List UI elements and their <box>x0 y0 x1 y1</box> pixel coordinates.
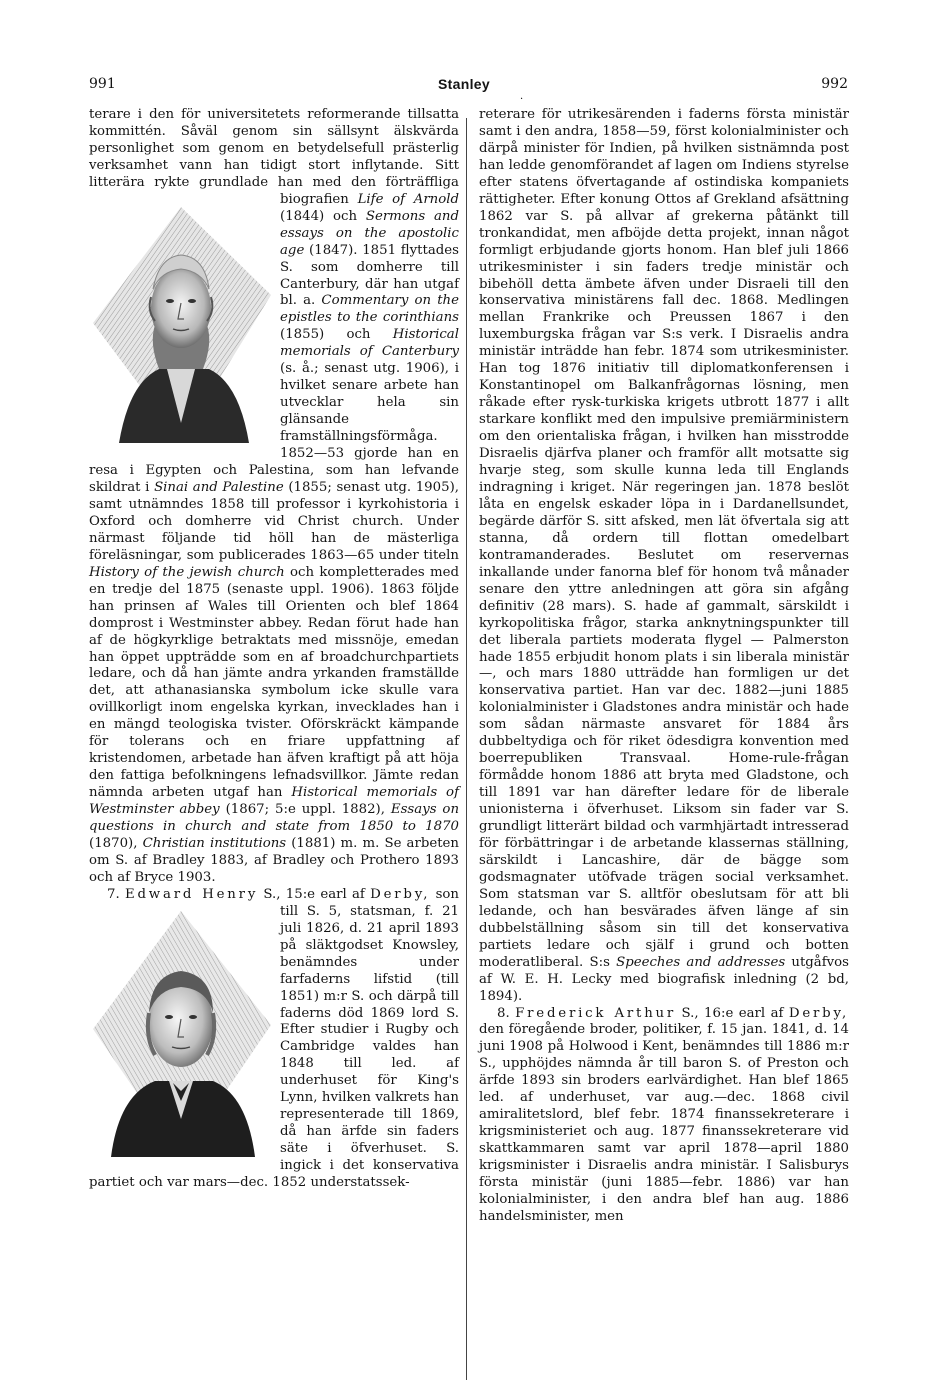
left-column <box>89 107 459 1192</box>
entry-number: 7. <box>107 886 120 902</box>
text-run: S., 16:e earl af <box>681 1005 784 1021</box>
article-edward-henry-stanley-continued <box>479 107 849 1006</box>
italic-title: Sermons and essays on the apostolic age <box>280 208 459 258</box>
text-run: (s. å.; senast utg. 1906), i hvilket senare arbete han utvecklar hela sin glänsande framställningsförmåga. 1852—53 gjorde han en resa i Egypten och Palestina, som han lefvande skildrat i <box>89 361 459 495</box>
italic-title: Sinai and Palestine <box>154 479 284 495</box>
page-number-left: 991 <box>89 76 116 92</box>
text-run: (1867; 5:e uppl. 1882), <box>225 802 385 818</box>
entry-title-derby: Derby, <box>370 886 431 902</box>
right-column <box>479 107 849 1226</box>
article-arthur-stanley <box>89 107 459 887</box>
italic-title: Speeches and addresses <box>616 954 786 970</box>
italic-title: Commentary on the epistles to the corinthians <box>280 293 459 326</box>
article-edward-henry-stanley <box>89 887 459 1192</box>
running-title: Stanley <box>438 76 490 92</box>
entry-number: 8. <box>497 1005 510 1021</box>
italic-title: History of the jewish church <box>89 564 285 580</box>
text-run: (1855; senast utg. 1905), samt utnämndes 1858 till professor i kyrkohistoria i Oxford och domherre vid Christ church. Under närmast följande tid höll han de mästerliga föreläsningar, som publicerades 1863—65 under titeln <box>89 479 459 563</box>
text-run: S., 15:e earl af <box>263 886 365 902</box>
italic-title: Christian institutions <box>142 835 287 851</box>
italic-title: Life of Arnold <box>357 191 460 207</box>
entry-name: Edward Henry <box>124 886 259 902</box>
text-run: (1881) m. m. Se arbeten om S. af Bradley 1883, af Bradley och Prothero 1893 och af Bryce 1903. <box>89 835 459 885</box>
text-run: den föregående broder, politiker, f. 15 jan. 1841, d. 14 juni 1908 på Holwood i Kent, benämndes till 1886 m:r S., upphöjdes nämnda år till baron S. of Preston och ärfde 1893 sin broders earlvärdighet. Han blef 1865 led. af underhuset, var aug.—dec. 1868 civil amiralitetslord, blef febr. 1874 finanssekreterare i krigsministeriet och aug. 1877 finanssekreterare vid skattkammaren samt var april 1878—april 1880 krigsminister i Disraelis andra ministär. I Salisburys första ministär (juni 1885—febr. 1886) var han kolonialminister, i den andra blef han aug. 1886 handelsminister, men <box>479 1022 849 1224</box>
text-run: son till S. 5, statsman, f. 21 juli 1826, d. 21 april 1893 på släktgodset Knowsley, benämndes under farfaderns lifstid (till 1851) m:r S. och därpå till faderns död 1869 lord S. Efter studier i Rugby och Cambridge valdes han 1848 till led. af underhuset för King's Lynn, hvilken valkrets han representerade till 1869, då han ärfde sin faders säte i öfverhuset. S. ingick i det konservativa partiet och var mars—dec. 1852 understatssek- <box>89 886 459 1191</box>
portrait-arthur-stanley <box>89 193 272 451</box>
text-run: (1870), <box>89 835 138 851</box>
page-number-right: 992 <box>821 76 848 92</box>
text-run: (1847). 1851 flyttades S. som domherre till Canterbury, där han utgaf bl. a. <box>280 242 459 309</box>
portrait-engraving-1 <box>89 193 272 451</box>
column-divider <box>466 118 467 1380</box>
italic-title: Historical memorials of Westminster abbey <box>89 785 459 818</box>
italic-title: Essays on questions in church and state from 1850 to 1870 <box>89 802 460 835</box>
portrait-edward-henry-stanley <box>89 905 272 1165</box>
entry-title-derby: Derby, <box>788 1005 850 1021</box>
print-speck: · <box>520 94 524 105</box>
text-run: (1855) och <box>280 327 371 343</box>
portrait-engraving-2 <box>89 905 272 1165</box>
text-run: utgåfvos af W. E. H. Lecky med biografisk inledning (2 bd, 1894). <box>479 954 849 1004</box>
text-run: terare i den för universitetets reformerande tillsatta kommittén. Såväl genom sin sällsynt älskvärda personlighet som genom en betydelsefull prästerlig verksamhet vann han tidigt stort inflytande. Sitt litterära rykte grundlade han med den förträffliga biografien <box>89 107 459 207</box>
entry-name: Frederick Arthur <box>515 1005 677 1021</box>
text-run: (1844) och <box>280 208 358 224</box>
article-frederick-arthur-stanley <box>479 1006 849 1226</box>
text-run: reterare för utrikesärenden i faderns första ministär samt i den andra, 1858—59, först kolonialminister och därpå minister för Indien, på hvilken sistnämnda post han ledde genomförandet af lagen om Indiens styrelse efter statens öfvertagande af ostindiska kompaniets rättigheter. Efter konung Ottos af Grekland afsättning 1862 var S. på allvar af grekerna påtänkt till tronkandidat, men afböjde detta projekt, innan något formligt erbjudande gjorts honom. Han blef juli 1866 utrikesminister i sin faders tredje ministär och bibehöll detta ämbete äfven under Disraeli till den konservativa ministärens fall dec. 1868. Medlingen mellan Frankrike och Preussen 1867 i den luxemburgska frågan var S:s verk. I Disraelis andra ministär inträdde han febr. 1874 som utrikesminister. Han tog 1876 initiativ till diplomatkonferensen i Konstantinopel om Balkanfrågornas lösning, men råkade efter rysk-turkiska krigets utbrott 1877 i allt starkare konflikt med den impulsive premiärministern om den orientaliska frågan, i hvilken han misstrodde Disraelis djärfva planer och framför allt motsatte sig hvarje steg, som skulle kunna leda till Englands indragning i kriget. När regeringen jan. 1878 beslöt låta en engelsk eskader löpa in i Dardanellsundet, begärde därför S. sitt afsked, men lät öfvertala sig att stanna, då ordern till flottan omedelbart kontramanderades. Beslutet om reservernas inkallande under fanorna blef för honom två månader senare den yttre anledningen att göra sin afgång definitiv (28 mars). S. hade af gammalt, särskildt i kyrkopolitiska frågor, starka anknytningspunkter till det liberala partiets moderata flygel — Palmerston hade 1855 erbjudit honom plats i sin liberala ministär —, och mars 1880 utträdde han formligen ur det konservativa partiet. Han var dec. 1882—juni 1885 kolonialminister i Gladstones andra ministär och hade som sådan närmaste ansvaret för 1884 års dubbeltydiga och för riket ödesdigra konvention med boerrepubliken Transvaal. Home-rule-frågan förmådde honom 1886 att bryta med Gladstone, och till 1891 var han därefter ledare för de liberale unionisterna i öfverhuset. Liksom sin fader var S. grundligt litterärt bildad och varmhjärtadt intresserad för förbättringar i de arbetande klassernas ställning, särskildt i Lancashire, där de bägge som godsmagnater utöfvade trägen social verksamhet. Som statsman var S. alltför obeslutsam för att bli ledande, och han besvärades äfven länge af sin dubbelställning såsom sin till det konservativa partiets ledare och själf i grund och botten moderatliberal. S:s <box>479 107 849 970</box>
text-run: och kompletterades med en tredje del 1875 (senaste uppl. 1906). 1863 följde han prinsen af Wales till Orienten och blef 1864 domprost i Westminster abbey. Redan förut hade han af de högkyrklige betraktats med missnöje, emedan han öppet uppträdde som en af broadchurchpartiets ledare, och då han jämte andra yrkanden framställde det, att athanasianska symbolum icke skulle vara ovillkorligt inom engelska kyrkan, invecklades han i en mängd teologiska tvister. Oförskräckt kämpande för tolerans och en friare uppfattning af kristendomen, arbetade han äfven kraftigt på att höja den fattiga befolkningens lefnadsvillkor. Jämte redan nämnda arbeten utgaf han <box>89 564 459 801</box>
italic-title: Historical memorials of Canterbury <box>280 327 459 360</box>
